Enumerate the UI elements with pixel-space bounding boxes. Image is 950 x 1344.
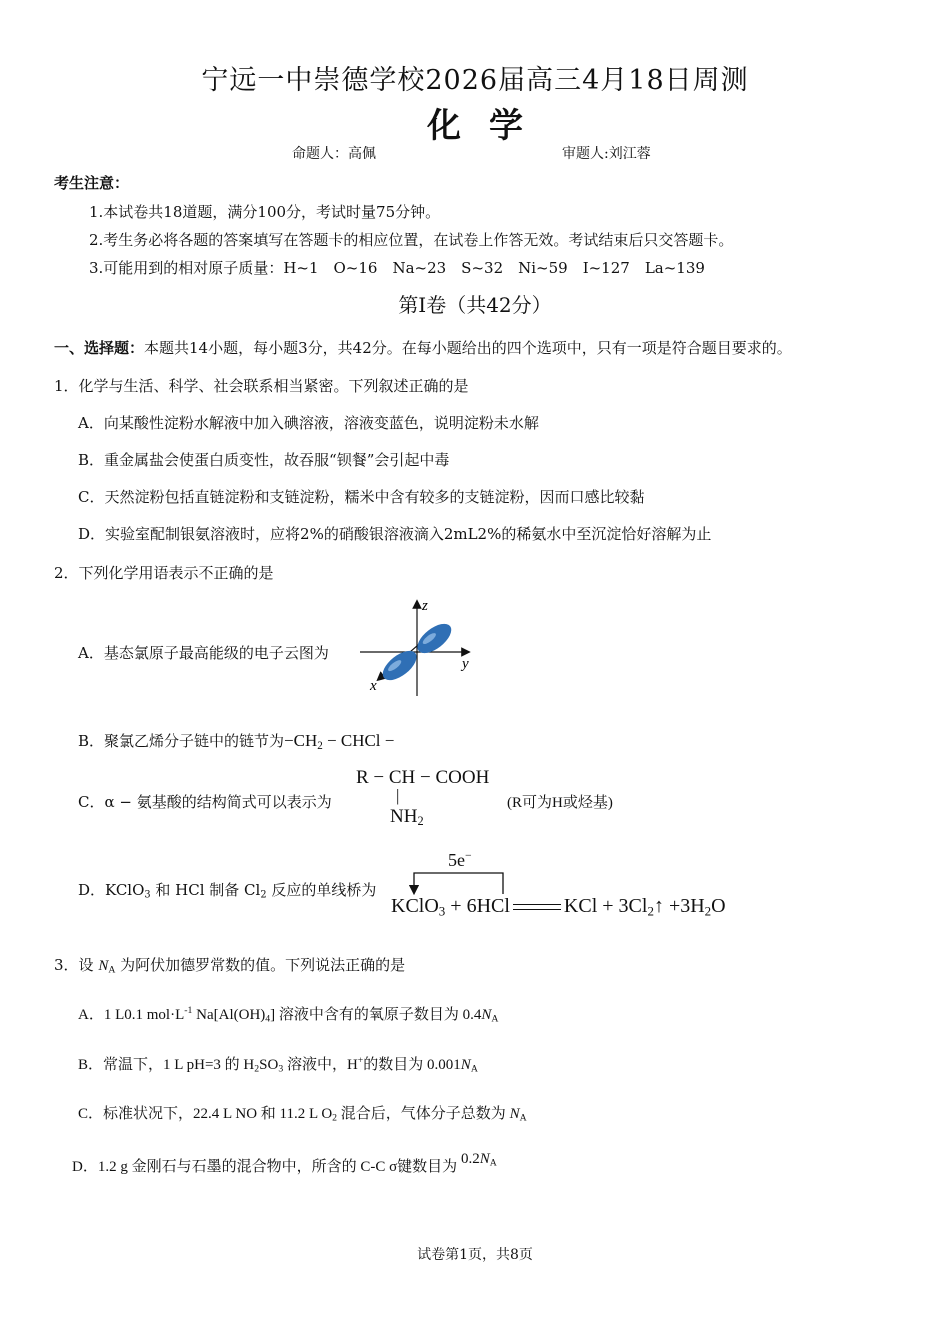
page-footer: 试卷第1页，共8页 — [417, 1247, 533, 1263]
amino-group: $NH_2$ — [390, 806, 424, 829]
q3-option-d: D．1.2 g 金刚石与石墨的混合物中，所含的 C-C σ键数目为 $0.2N_A$ — [72, 1151, 497, 1175]
x-axis-label: x — [370, 678, 377, 694]
notice-heading: 考生注意： — [54, 174, 130, 192]
y-axis-label: y — [462, 656, 469, 672]
q2-stem: 2．下列化学用语表示不正确的是 — [54, 564, 274, 582]
amino-acid-row: R − CH − COOH — [356, 767, 490, 788]
q3-option-c: C．标准状况下，22.4 L NO 和 11.2 L $O_2$ 混合后，气体分子总数为 $N_A$ — [78, 1106, 527, 1124]
part-desc: 本题共14小题，每小题3分，共42分。在每小题给出的四个选项中，只有一项是符合题目要求的。 — [144, 339, 792, 357]
z-axis-label: z — [422, 598, 428, 614]
notice-item-3: 3.可能用到的相对原子质量：H~1 O~16 Na~23 S~32 Ni~59 I~127 La~139 — [89, 259, 705, 277]
q3-option-a: A．1 L0.1 $mol\cdot L^{-1}$ $Na[Al(OH)_4]$ 溶液中含有的氧原子数目为 $0.4N_A$ — [78, 1005, 499, 1025]
part-label: 一、选择题： — [54, 339, 145, 357]
amino-acid-bond: | — [396, 786, 400, 805]
author: 命题人：高佩 — [292, 146, 376, 162]
q3-option-b: B．常温下，1 L pH=3 的 $H_2SO_3$ 溶液中，H+的数目为 $0.001N_A$ — [78, 1055, 478, 1075]
q1-option-b: B．重金属盐会使蛋白质变性，故吞服“钡餐”会引起中毒 — [78, 451, 450, 469]
p-orbital-diagram — [358, 598, 478, 698]
q2-option-a: A．基态氯原子最高能级的电子云图为 — [78, 644, 329, 662]
pvc-chain-unit: $-CH_2$ − CHCl − — [284, 731, 395, 752]
q2-option-b-text: B．聚氯乙烯分子链中的链节为 — [78, 732, 285, 750]
q2-option-c: C．α − 氨基酸的结构简式可以表示为 — [78, 793, 332, 811]
notice-item-1: 1.本试卷共18道题，满分100分，考试时量75分钟。 — [89, 203, 441, 221]
notice-item-2: 2.考生务必将各题的答案填写在答题卡的相应位置，在试卷上作答无效。考试结束后只交答题卡。 — [89, 231, 734, 249]
single-line-bridge — [405, 870, 515, 896]
q1-option-c: C．天然淀粉包括直链淀粉和支链淀粉，糯米中含有较多的支链淀粉，因而口感比较黏 — [78, 488, 645, 506]
part-instructions — [54, 337, 792, 358]
q3-stem: 3．设 $N_A$ 为阿伏加德罗常数的值。下列说法正确的是 — [54, 956, 406, 976]
q1-option-a: A．向某酸性淀粉水解液中加入碘溶液，溶液变蓝色，说明淀粉未水解 — [78, 414, 539, 432]
q2-option-b — [78, 730, 394, 752]
reviewer: 审题人:刘江蓉 — [562, 146, 651, 162]
amino-acid-note: (R可为H或烃基) — [507, 795, 613, 811]
q1-option-d: D．实验室配制银氨溶液时，应将2%的硝酸银溶液滴入2mL2%的稀氨水中至沉淀恰好溶解为止 — [78, 525, 712, 543]
q1-stem: 1．化学与生活、科学、社会联系相当紧密。下列叙述正确的是 — [54, 377, 469, 395]
subject-title: 化学 — [427, 106, 551, 146]
q2-option-d: D．KClO$_3$ 和 HCl 制备 $Cl_2$ 反应的单线桥为 — [78, 881, 377, 901]
kclo3-equation: KClO$_3$ + 6HCl KCl + $3Cl_2↑ +3H_2O$ — [391, 895, 726, 919]
section-title: 第I卷（共42分） — [398, 293, 552, 317]
electron-transfer-label: 5e− — [448, 849, 472, 871]
exam-title: 宁远一中崇德学校2026届高三4月18日周测 — [201, 65, 749, 96]
equals-sign — [513, 904, 561, 910]
